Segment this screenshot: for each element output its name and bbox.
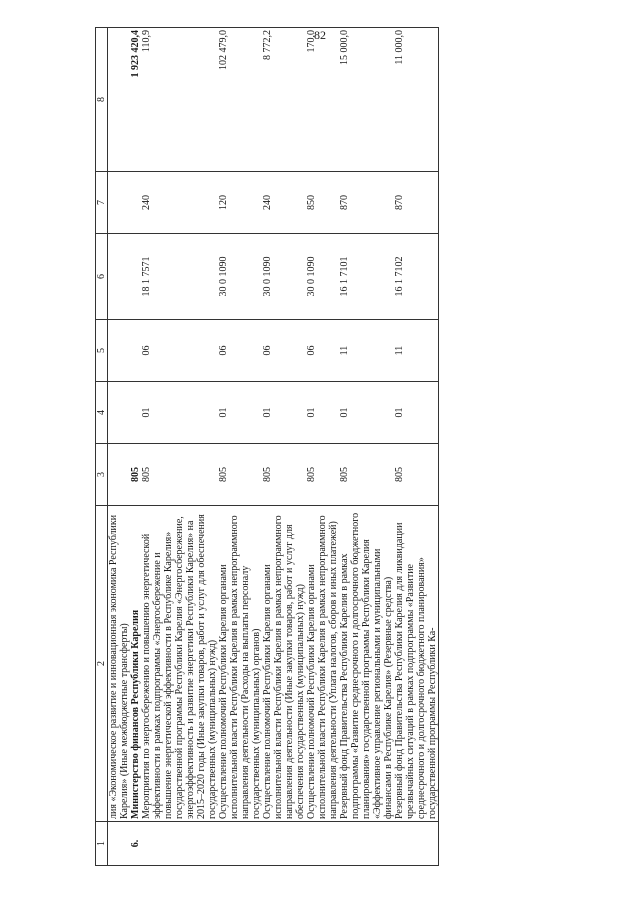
row-number-cell — [394, 822, 439, 866]
code-cell: 870 — [339, 172, 394, 234]
row-number-cell — [339, 822, 394, 866]
row-number-cell: 6. — [130, 822, 141, 866]
amount-cell: 170,0 — [306, 28, 339, 172]
row-number-cell — [306, 822, 339, 866]
code-cell: 18 1 7571 — [141, 234, 218, 320]
column-header: 5 — [96, 320, 108, 382]
code-cell — [108, 382, 131, 444]
code-cell: 01 — [394, 382, 439, 444]
code-cell: 240 — [141, 172, 218, 234]
budget-table-container — [95, 28, 605, 866]
code-cell: 06 — [141, 320, 218, 382]
code-cell: 850 — [306, 172, 339, 234]
code-cell: 240 — [262, 172, 306, 234]
amount-cell: 8 772,2 — [262, 28, 306, 172]
page-number: 82 — [314, 28, 326, 42]
column-header: 3 — [96, 444, 108, 506]
column-header: 6 — [96, 234, 108, 320]
description-cell: Министерство финансов Республики Карелия — [130, 506, 141, 822]
code-cell: 805 — [394, 444, 439, 506]
code-cell: 06 — [306, 320, 339, 382]
description-cell: Осуществление полномочий Республики Карелия органами исполнительной власти Республики Карелия в рамках непрограммного направления деятельности (Расходы на выплаты персоналу государственных (муниципальных) органов) — [218, 506, 262, 822]
description-cell: Мероприятия по энергосбережению и повышению энергетической эффективности в рамках подпрограммы «Энергосбережение и повышение энергетической эффективности в Республике Карелия» государственной программы Республики Карелия «Энергосбережение, энергоэффективность и развитие энергетики Республики Карелия» на 2015–2020 годы (Иные закупки товаров, работ и услуг для обеспечения государственных (муниципальных) нужд) — [141, 506, 218, 822]
code-cell — [130, 234, 141, 320]
table-row — [130, 28, 141, 866]
description-cell: Резервный фонд Правительства Республики Карелия в рамках подпрограммы «Развитие среднесрочного и долгосрочного бюджетного планирования» государственной программы Республики Карелия «Эффективное управление региональными и муниципальными финансами в Республике Карелия» (Резервные средства) — [339, 506, 394, 822]
code-cell — [108, 172, 131, 234]
code-cell: 01 — [218, 382, 262, 444]
code-cell: 01 — [141, 382, 218, 444]
column-header: 8 — [96, 28, 108, 172]
amount-cell: 1 923 420,4 — [130, 28, 141, 172]
code-cell: 30 0 1090 — [262, 234, 306, 320]
code-cell — [130, 382, 141, 444]
code-cell: 01 — [339, 382, 394, 444]
code-cell: 11 — [394, 320, 439, 382]
budget-table — [95, 27, 439, 866]
code-cell — [130, 172, 141, 234]
row-number-cell — [262, 822, 306, 866]
code-cell: 11 — [339, 320, 394, 382]
row-number-cell — [141, 822, 218, 866]
code-cell — [108, 234, 131, 320]
column-header: 2 — [96, 506, 108, 822]
amount-cell: 110,9 — [141, 28, 218, 172]
description-cell: Осуществление полномочий Республики Карелия органами исполнительной власти Республики Карелия в рамках непрограммного направления деятельности (Иные закупки товаров, работ и услуг для обеспечения государственных (муниципальных) нужд) — [262, 506, 306, 822]
column-number-row — [96, 28, 108, 866]
code-cell: 805 — [262, 444, 306, 506]
code-cell — [108, 444, 131, 506]
description-cell: Резервный фонд Правительства Республики Карелия для ликвидации чрезвычайных ситуаций в рамках подпрограммы «Развитие среднесрочного и долгосрочного бюджетного планирования» государственной программы Республики Ка- — [394, 506, 439, 822]
amount-cell: 15 000,0 — [339, 28, 394, 172]
code-cell: 01 — [306, 382, 339, 444]
table-row — [306, 28, 339, 866]
row-number-cell — [218, 822, 262, 866]
code-cell: 16 1 7101 — [339, 234, 394, 320]
table-row — [394, 28, 439, 866]
code-cell: 30 0 1090 — [306, 234, 339, 320]
table-row — [108, 28, 131, 866]
amount-cell: 11 000,0 — [394, 28, 439, 172]
table-row — [218, 28, 262, 866]
code-cell: 805 — [141, 444, 218, 506]
description-cell: Осуществление полномочий Республики Карелия органами исполнительной власти Республики Карелия в рамках непрограммного направления деятельности (Уплата налогов, сборов и иных платежей) — [306, 506, 339, 822]
table-row — [141, 28, 218, 866]
table-row — [339, 28, 394, 866]
column-header: 7 — [96, 172, 108, 234]
code-cell: 870 — [394, 172, 439, 234]
code-cell — [108, 320, 131, 382]
description-cell: лия «Экономическое развитие и инновационная экономика Республики Карелия» (Иные межбюджетные трансферты) — [108, 506, 131, 822]
code-cell: 805 — [306, 444, 339, 506]
code-cell: 805 — [339, 444, 394, 506]
column-header: 4 — [96, 382, 108, 444]
code-cell — [130, 320, 141, 382]
amount-cell: 102 479,0 — [218, 28, 262, 172]
code-cell: 06 — [262, 320, 306, 382]
code-cell: 16 1 7102 — [394, 234, 439, 320]
code-cell: 06 — [218, 320, 262, 382]
code-cell: 805 — [130, 444, 141, 506]
code-cell: 01 — [262, 382, 306, 444]
code-cell: 120 — [218, 172, 262, 234]
amount-cell — [108, 28, 131, 172]
code-cell: 805 — [218, 444, 262, 506]
row-number-cell — [108, 822, 131, 866]
column-header: 1 — [96, 822, 108, 866]
code-cell: 30 0 1090 — [218, 234, 262, 320]
table-row — [262, 28, 306, 866]
